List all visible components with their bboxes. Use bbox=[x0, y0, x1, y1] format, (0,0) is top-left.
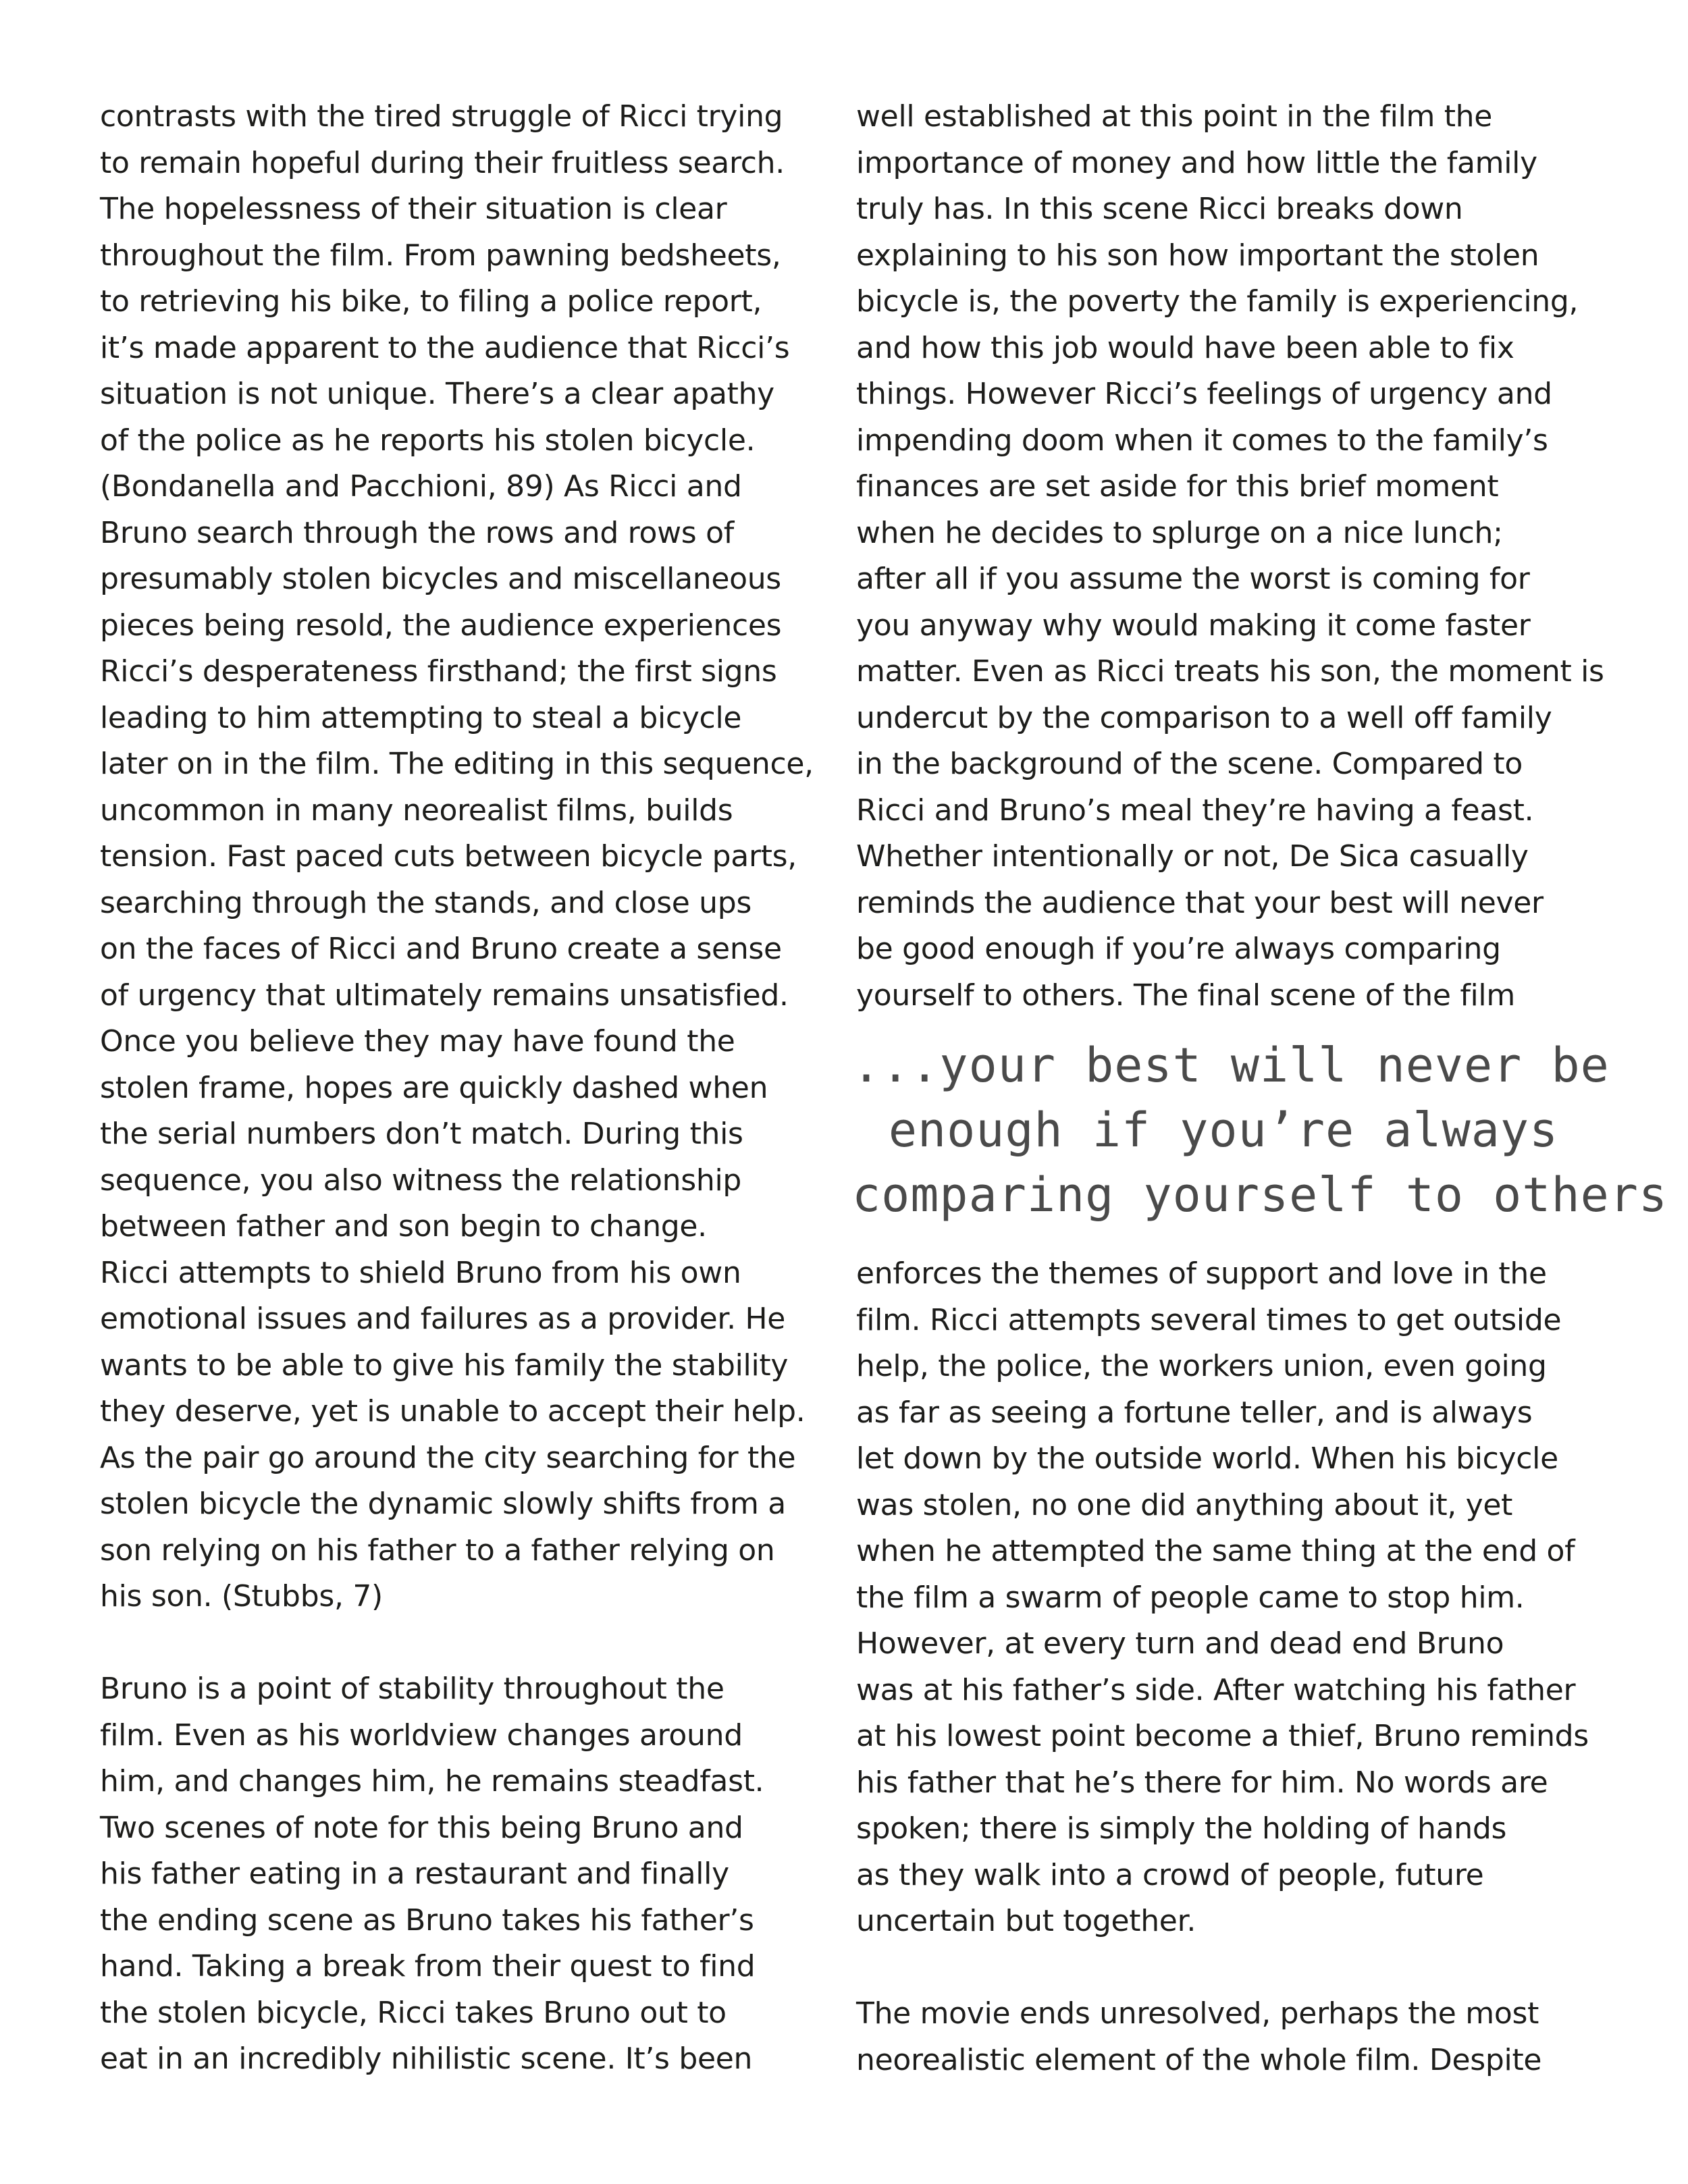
pull-quote bbox=[852, 1033, 1668, 1227]
text-line: yourself to others. The final scene of the film bbox=[856, 978, 1515, 1013]
text-line: finances are set aside for this brief moment bbox=[856, 469, 1499, 504]
text-line: importance of money and how little the family bbox=[856, 145, 1537, 180]
right-column-bottom bbox=[856, 1251, 1599, 2083]
text-line: was stolen, no one did anything about it, yet bbox=[856, 1487, 1513, 1522]
text-line: wants to be able to give his family the stability bbox=[100, 1348, 789, 1383]
text-line: let down by the outside world. When his bicycle bbox=[856, 1441, 1558, 1476]
text-line: on the faces of Ricci and Bruno create a sense bbox=[100, 932, 782, 966]
text-line: throughout the film. From pawning bedsheets, bbox=[100, 238, 781, 273]
text-line: his father eating in a restaurant and finally bbox=[100, 1857, 729, 1891]
text-line: explaining to his son how important the stolen bbox=[856, 238, 1539, 273]
text-line: emotional issues and failures as a provider. He bbox=[100, 1302, 786, 1336]
text-line: situation is not unique. There’s a clear apathy bbox=[100, 377, 774, 411]
text-line: it’s made apparent to the audience that Ricci’s bbox=[100, 330, 790, 365]
text-line: you anyway why would making it come faster bbox=[856, 608, 1531, 643]
text-line: matter. Even as Ricci treats his son, the moment is bbox=[856, 654, 1604, 689]
text-line: to retrieving his bike, to filing a police report, bbox=[100, 284, 762, 319]
text-line: tension. Fast paced cuts between bicycle parts, bbox=[100, 839, 797, 874]
right-paragraph-3 bbox=[856, 1991, 1599, 2083]
text-line: impending doom when it comes to the family’s bbox=[856, 423, 1548, 458]
text-line: The movie ends unresolved, perhaps the most bbox=[856, 1996, 1539, 2031]
text-line: spoken; there is simply the holding of hands bbox=[856, 1811, 1507, 1846]
text-line: Ricci’s desperateness firsthand; the first signs bbox=[100, 654, 777, 689]
text-line: (Bondanella and Pacchioni, 89) As Ricci and bbox=[100, 469, 742, 504]
left-column bbox=[100, 94, 814, 2083]
text-line: Bruno search through the rows and rows of bbox=[100, 515, 734, 550]
text-line: hand. Taking a break from their quest to find bbox=[100, 1949, 756, 1983]
text-line: in the background of the scene. Compared to bbox=[856, 747, 1523, 781]
text-line: pieces being resold, the audience experiences bbox=[100, 608, 782, 643]
text-line: things. However Ricci’s feelings of urgency and bbox=[856, 377, 1552, 411]
text-line: eat in an incredibly nihilistic scene. It’s been bbox=[100, 2042, 753, 2076]
text-line: his father that he’s there for him. No words are bbox=[856, 1765, 1548, 1800]
text-line: later on in the film. The editing in this sequence, bbox=[100, 747, 814, 781]
text-line: presumably stolen bicycles and miscellaneous bbox=[100, 562, 781, 596]
text-line: and how this job would have been able to fix bbox=[856, 330, 1514, 365]
text-line: stolen bicycle the dynamic slowly shifts from a bbox=[100, 1487, 786, 1521]
text-line: Two scenes of note for this being Bruno and bbox=[100, 1810, 743, 1845]
text-line: when he decides to splurge on a nice lunch; bbox=[856, 515, 1503, 550]
text-line: son relying on his father to a father relying on bbox=[100, 1533, 775, 1568]
pull-quote-line: enough if you’re always bbox=[888, 1102, 1559, 1158]
pull-quote-line: ...your best will never be bbox=[852, 1038, 1610, 1093]
text-line: to remain hopeful during their fruitless search. bbox=[100, 145, 785, 180]
text-line: film. Even as his worldview changes around bbox=[100, 1717, 743, 1753]
text-line: uncommon in many neorealist films, builds bbox=[100, 793, 733, 828]
text-line: As the pair go around the city searching for the bbox=[100, 1440, 796, 1475]
text-line: leading to him attempting to steal a bicycle bbox=[100, 700, 742, 735]
text-line: undercut by the comparison to a well off family bbox=[856, 700, 1552, 735]
text-line: his son. (Stubbs, 7) bbox=[100, 1579, 383, 1614]
left-paragraph-1 bbox=[100, 94, 814, 1620]
text-line: neorealistic element of the whole film. Despite bbox=[856, 2042, 1542, 2077]
text-line: him, and changes him, he remains steadfast. bbox=[100, 1764, 764, 1799]
text-line: was at his father’s side. After watching his father bbox=[856, 1672, 1576, 1707]
text-line: reminds the audience that your best will never bbox=[856, 885, 1544, 920]
text-line: at his lowest point become a thief, Bruno reminds bbox=[856, 1719, 1589, 1753]
right-column-top bbox=[856, 94, 1604, 1019]
text-line: Once you believe they may have found the bbox=[100, 1024, 735, 1059]
paragraph-spacer bbox=[856, 1945, 1599, 1992]
text-line: of the police as he reports his stolen bicycle. bbox=[100, 423, 756, 458]
text-line: when he attempted the same thing at the end of bbox=[856, 1534, 1575, 1568]
text-line: contrasts with the tired struggle of Ricci trying bbox=[100, 99, 783, 134]
text-line: The hopelessness of their situation is clear bbox=[100, 192, 727, 226]
text-line: However, at every turn and dead end Bruno bbox=[856, 1626, 1504, 1661]
text-line: Ricci and Bruno’s meal they’re having a feast. bbox=[856, 793, 1534, 828]
pull-quote-text bbox=[852, 1033, 1668, 1227]
pull-quote-line: comparing yourself to others bbox=[852, 1167, 1668, 1223]
text-line: the ending scene as Bruno takes his father’s bbox=[100, 1902, 754, 1938]
text-line: after all if you assume the worst is coming for bbox=[856, 562, 1530, 596]
right-paragraph-1 bbox=[856, 94, 1604, 1019]
text-line: as they walk into a crowd of people, future bbox=[856, 1857, 1484, 1892]
text-line: the film a swarm of people came to stop him. bbox=[856, 1580, 1525, 1615]
text-line: uncertain but together. bbox=[856, 1904, 1196, 1938]
text-line: between father and son begin to change. bbox=[100, 1209, 707, 1244]
text-line: the stolen bicycle, Ricci takes Bruno out to bbox=[100, 1995, 727, 2030]
text-line: bicycle is, the poverty the family is experiencing, bbox=[856, 284, 1579, 319]
text-line: film. Ricci attempts several times to get outside bbox=[856, 1302, 1562, 1337]
text-line: Ricci attempts to shield Bruno from his own bbox=[100, 1255, 741, 1290]
text-line: sequence, you also witness the relationship bbox=[100, 1163, 742, 1198]
text-line: they deserve, yet is unable to accept their help. bbox=[100, 1394, 806, 1429]
text-line: the serial numbers don’t match. During this bbox=[100, 1117, 743, 1151]
text-line: as far as seeing a fortune teller, and is always bbox=[856, 1395, 1533, 1430]
text-line: enforces the themes of support and love in the bbox=[856, 1256, 1547, 1291]
text-line: truly has. In this scene Ricci breaks down bbox=[856, 192, 1463, 226]
text-line: Bruno is a point of stability throughout the bbox=[100, 1672, 724, 1706]
text-line: stolen frame, hopes are quickly dashed when bbox=[100, 1070, 768, 1105]
paragraph-spacer bbox=[100, 1620, 809, 1667]
text-line: searching through the stands, and close ups bbox=[100, 885, 752, 920]
left-paragraph-2 bbox=[100, 1666, 809, 2083]
text-line: help, the police, the workers union, even going bbox=[856, 1349, 1547, 1383]
text-line: of urgency that ultimately remains unsatisfied. bbox=[100, 978, 789, 1013]
text-line: Whether intentionally or not, De Sica casually bbox=[856, 839, 1529, 874]
text-line: be good enough if you’re always comparing bbox=[856, 932, 1501, 966]
text-line: well established at this point in the film the bbox=[856, 99, 1493, 134]
right-paragraph-2 bbox=[856, 1251, 1599, 1945]
